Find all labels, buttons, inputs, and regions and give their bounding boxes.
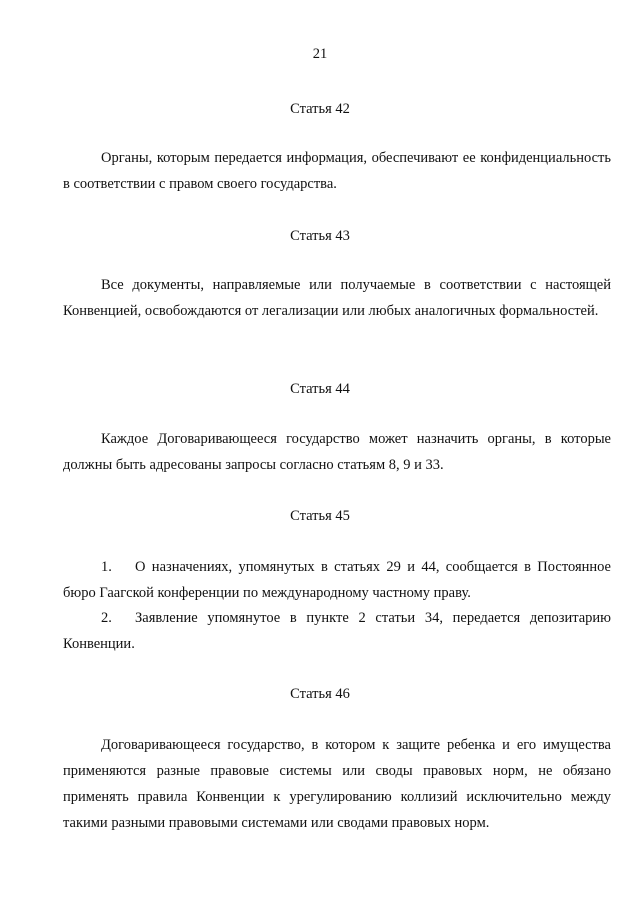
- article-43-paragraph: Все документы, направляемые или получаемые в соответствии с настоящей Конвенцией, освобождаются от легализации или любых аналогичных формальностей.: [63, 277, 611, 319]
- article-44-paragraph: Каждое Договаривающееся государство может назначить органы, в которые должны быть адресованы запросы согласно статьям 8, 9 и 33.: [63, 431, 611, 473]
- article-42-heading: Статья 42: [290, 101, 350, 117]
- article-45-item-1: [63, 554, 611, 606]
- item-text: О назначениях, упомянутых в статьях 29 и 44, сообщается в Постоянное бюро Гаагской конференции по международному частному праву.: [63, 559, 611, 601]
- item-number: 1.: [101, 559, 112, 575]
- article-46-heading: Статья 46: [290, 686, 350, 702]
- item-text: Заявление упомянутое в пункте 2 статьи 34, передается депозитарию Конвенции.: [63, 610, 611, 652]
- article-44-heading: Статья 44: [290, 381, 350, 397]
- page-number: 21: [312, 46, 328, 62]
- article-43-heading: Статья 43: [290, 228, 350, 244]
- article-42-paragraph: Органы, которым передается информация, обеспечивают ее конфиденциальность в соответствии с правом своего государства.: [63, 150, 611, 192]
- article-46-paragraph: Договаривающееся государство, в котором к защите ребенка и его имущества применяются разные правовые системы или своды правовых норм, не обязано применять правила Конвенции к урегулированию коллизий исключительно между такими разными правовыми системами или сводами правовых норм.: [63, 737, 611, 831]
- article-45-item-2: [63, 605, 611, 657]
- item-number: 2.: [101, 610, 112, 626]
- article-45-heading: Статья 45: [290, 508, 350, 524]
